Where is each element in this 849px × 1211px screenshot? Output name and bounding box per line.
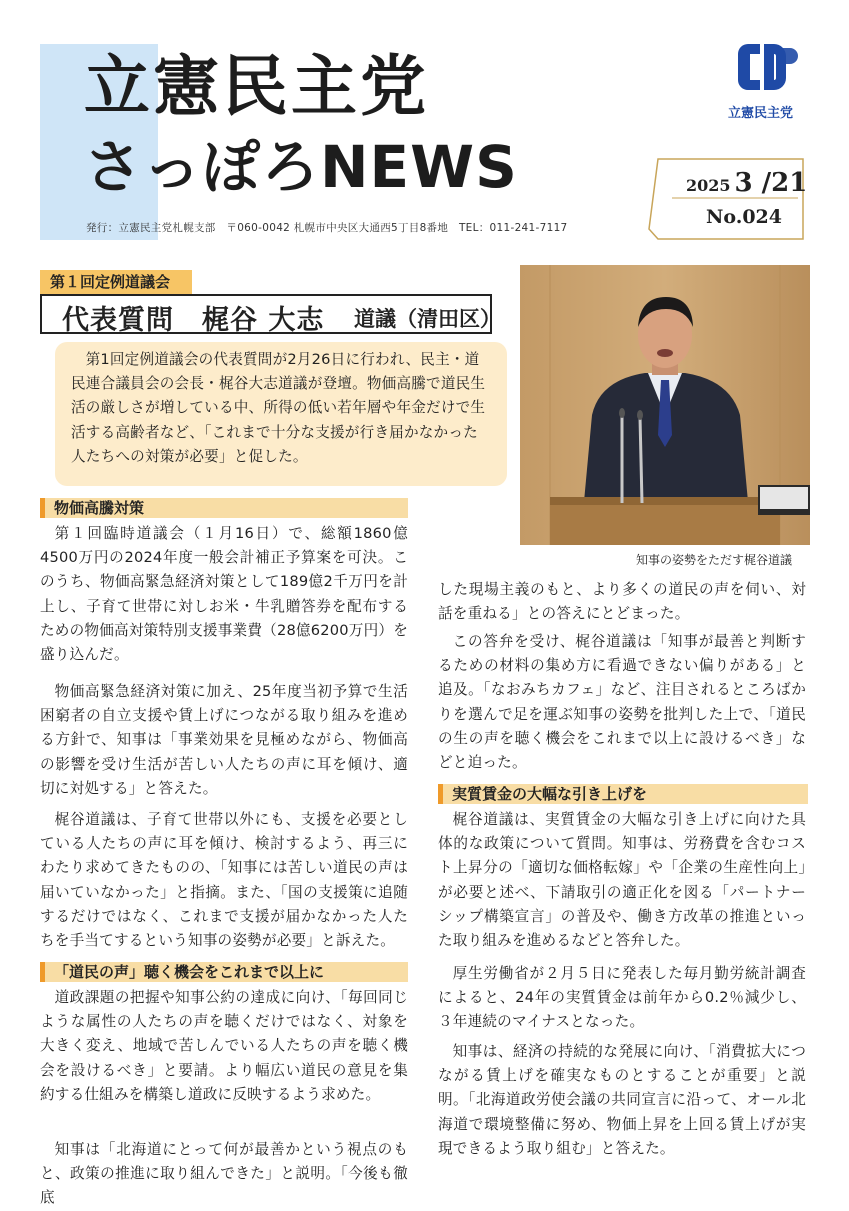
- body-paragraph: この答弁を受け、梶谷道議は「知事が最善と判断するための材料の集め方に看過できない偏りがある」と追及。「なおみちカフェ」など、注目されるところばかりを選んで足を運ぶ知事の姿勢を批判した上で、「道民の生の声を聴く機会をこれまで以上に設けるべき」などと迫った。: [438, 633, 806, 772]
- section-heading-voice: 「道民の声」聴く機会をこれまで以上に: [40, 962, 408, 982]
- headline-main: 代表質問 梶谷 大志: [62, 305, 325, 336]
- speaker-photo-image: [520, 265, 810, 545]
- cdp-logo-icon: [734, 40, 798, 94]
- body-paragraph: 第１回臨時道議会（１月16日）で、総額1860億4500万円の2024年度一般会計補正予算案を可決。このうち、物価高緊急経済対策として189億2千万円を計上し、子育て世帯に対しお米・牛乳贈答券を配布するための物価高対策特別支援事業費（28億6200万円）を盛り込んだ。: [40, 525, 408, 664]
- body-paragraph: 知事は、経済の持続的な発展に向け、「消費拡大につながる賃上げを確実なものとすることが重要」と説明。「北海道政労使会議の共同宣言に沿って、オール北海道で環境整備に努め、物価上昇を上回る賃上げが実現できるよう取り組む」と答えた。: [438, 1043, 806, 1157]
- section-heading-wages: 実質賃金の大幅な引き上げを: [438, 784, 808, 804]
- issue-date: [686, 168, 807, 198]
- section-heading-price: 物価高騰対策: [40, 498, 408, 518]
- session-label: 第１回定例道議会: [40, 270, 192, 294]
- body-paragraph: 梶谷道議は、実質賃金の大幅な引き上げに向けた具体的な政策について質問。知事は、労務費を含むコスト上昇分の「適切な価格転嫁」や「企業の生産性向上」が必要と述べ、下請取引の適正化を図る「パートナーシップ構築宣言」の普及や、働き方改革の推進といった取り組みを進めるなどと答弁した。: [438, 811, 806, 950]
- body-paragraph: 厚生労働省が２月５日に発表した毎月勤労統計調査によると、24年の実質賃金は前年から0.2％減少し、３年連続のマイナスとなった。: [438, 965, 806, 1031]
- lead-paragraph: 第1回定例道議会の代表質問が2月26日に行われ、民主・道民連合議員会の会長・梶谷大志道議が登壇。物価高騰で道民生活の厳しさが増している中、所得の低い若年層や年金だけで生活する高齢者など、「これまで十分な支援が行き届かなかった人たちへの対策が必要」と促した。: [55, 342, 507, 486]
- body-paragraph: 道政課題の把握や知事公約の達成に向け、「毎回同じような属性の人たちの声を聴くだけではなく、対象を大きく変え、地域で苦しんでいる人たちの声を聴く機会を設けるべき」と要請。より幅広い道民の意見を集約する仕組みを構築し道政に反映するよう求めた。: [40, 989, 408, 1103]
- body-paragraph: 梶谷道議は、子育て世帯以外にも、支援を必要としている人たちの声に耳を傾け、検討するよう、再三にわたり求めてきたものの、「知事には苦しい道民の声は届いていなかった」と指摘。また、「国の支援策に追随するだけではなく、これまで支援が届かなかった人たちを手当てするという知事の姿勢が必要」と訴えた。: [40, 811, 408, 950]
- masthead-title-line2: さっぽろNEWS: [84, 133, 518, 201]
- issue-month-day: 3 /21: [734, 168, 808, 198]
- body-paragraph: 物価高緊急経済対策に加え、25年度当初予算で生活困窮者の自立支援や賃上げにつながる取り組みを進める方針で、知事は「事業効果を見極めながら、物価高の影響を受け生活が苦しい人たちの声に耳を傾け、適切に対処する」と答えた。: [40, 683, 408, 797]
- photo-caption: 知事の姿勢をただす梶谷道議: [636, 553, 793, 567]
- body-paragraph: 知事は「北海道にとって何が最善かという視点のもと、政策の推進に取り組んできた」と説明。「今後も徹底: [40, 1141, 408, 1207]
- publisher-info: 発行：立憲民主党札幌支部 〒060-0042 札幌市中央区大通西5丁目8番地 TEL：011-241-7117: [86, 222, 568, 234]
- issue-number: No.024: [706, 206, 782, 228]
- party-logo: [728, 40, 808, 121]
- logo-party-name: 立憲民主党: [728, 106, 794, 121]
- masthead-title-line1: 立憲民主党: [84, 48, 429, 125]
- headline-sub: 道議（清田区）: [354, 307, 501, 331]
- issue-year: 2025: [686, 176, 731, 195]
- speaker-photo: [520, 265, 810, 545]
- headline: [40, 294, 501, 336]
- body-paragraph: した現場主義のもと、より多くの道民の声を伺い、対話を重ねる」との答えにとどまった。: [438, 581, 806, 623]
